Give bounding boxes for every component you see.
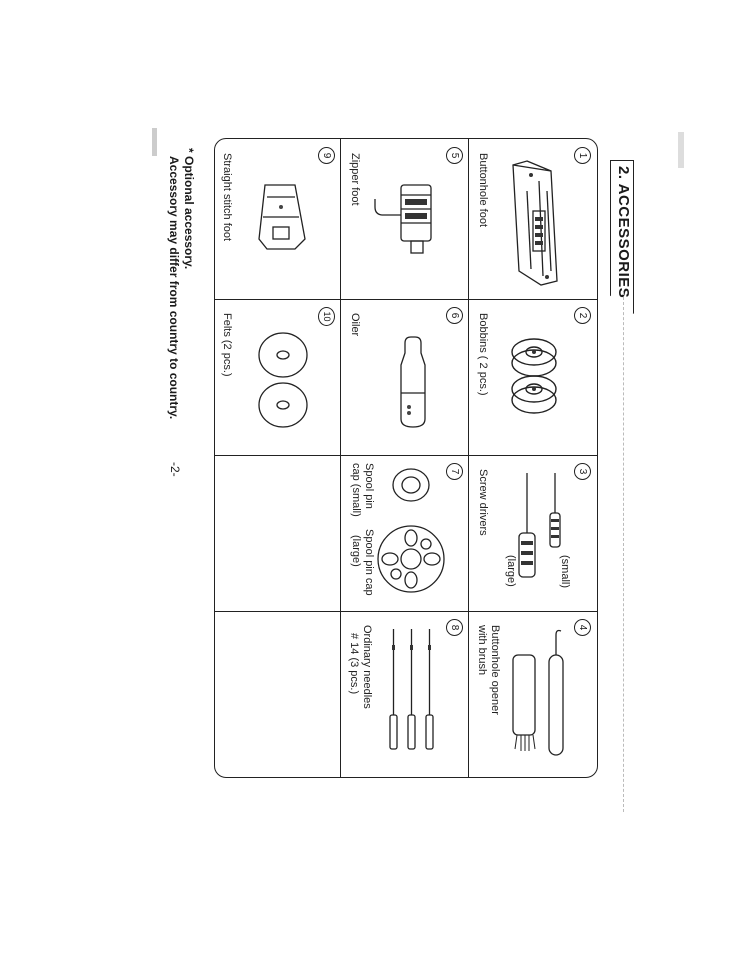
footnote-optional: * Optional accessory. [182,148,196,270]
item-number: 4 [574,619,591,636]
item-sublabel-small: (small) [559,555,571,588]
page-number: -2- [168,462,182,477]
item-label-line2: with brush [476,625,488,676]
item-sublabel-large: (large) [505,555,517,587]
item-number: 6 [446,307,463,324]
section-title: 2. ACCESSORIES [615,166,632,299]
item-label-line2: # 14 (3 pcs.) [348,633,360,695]
scan-smudge [678,132,684,168]
scan-smudge [152,128,157,156]
accessory-cell-3 [469,455,597,611]
item-label-right-line2: (large) [350,535,362,567]
item-label: Straight stitch foot [221,153,233,242]
accessory-cell-2 [469,299,597,455]
accessory-cell-9 [213,139,341,299]
header-rule [623,292,624,812]
zipper-foot-icon [365,175,445,265]
bobbins-icon [499,327,569,427]
item-number: 10 [318,307,335,326]
empty-cell [213,455,341,611]
accessories-table [214,138,598,778]
felts-icon [253,329,313,429]
accessory-cell-10 [213,299,341,455]
item-label-left-line2: cap (small) [350,463,362,517]
footnote-country: Accessory may differ from country to country. [167,156,181,420]
spool-pin-cap-small-icon [377,463,447,608]
buttonhole-opener-icon [499,625,569,770]
item-label: Screw drivers [477,469,489,536]
item-label: Oiler [349,313,361,337]
item-label-left-line1: Spool pin [363,463,375,509]
empty-cell [213,611,341,779]
item-label: Bobbins ( 2 pcs.) [477,313,489,396]
buttonhole-foot-icon [501,151,571,291]
spool-pin-cap-large-icon [378,526,444,592]
accessory-cell-1 [469,139,597,299]
item-number: 9 [318,147,335,164]
ordinary-needles-icon [379,625,439,775]
straight-stitch-foot-icon [245,177,315,267]
item-label: Zipper foot [349,153,361,206]
item-number: 8 [446,619,463,636]
accessory-cell-6 [341,299,469,455]
item-number: 3 [574,463,591,480]
accessory-cell-5 [341,139,469,299]
item-label-line1: Buttonhole opener [489,625,501,715]
accessories-section [214,138,644,818]
item-label-line1: Ordinary needles [361,625,373,709]
item-number: 1 [574,147,591,164]
accessory-cell-8 [341,611,469,779]
item-label: Felts (2 pcs.) [221,313,233,377]
item-number: 5 [446,147,463,164]
footnote-block [167,148,196,448]
accessory-cell-7 [341,455,469,611]
accessory-cell-4 [469,611,597,779]
item-number: 2 [574,307,591,324]
item-label-right-line1: Spool pin cap [363,529,375,596]
item-label: Buttonhole foot [477,153,489,228]
oiler-icon [385,333,435,433]
item-number: 7 [446,463,463,480]
